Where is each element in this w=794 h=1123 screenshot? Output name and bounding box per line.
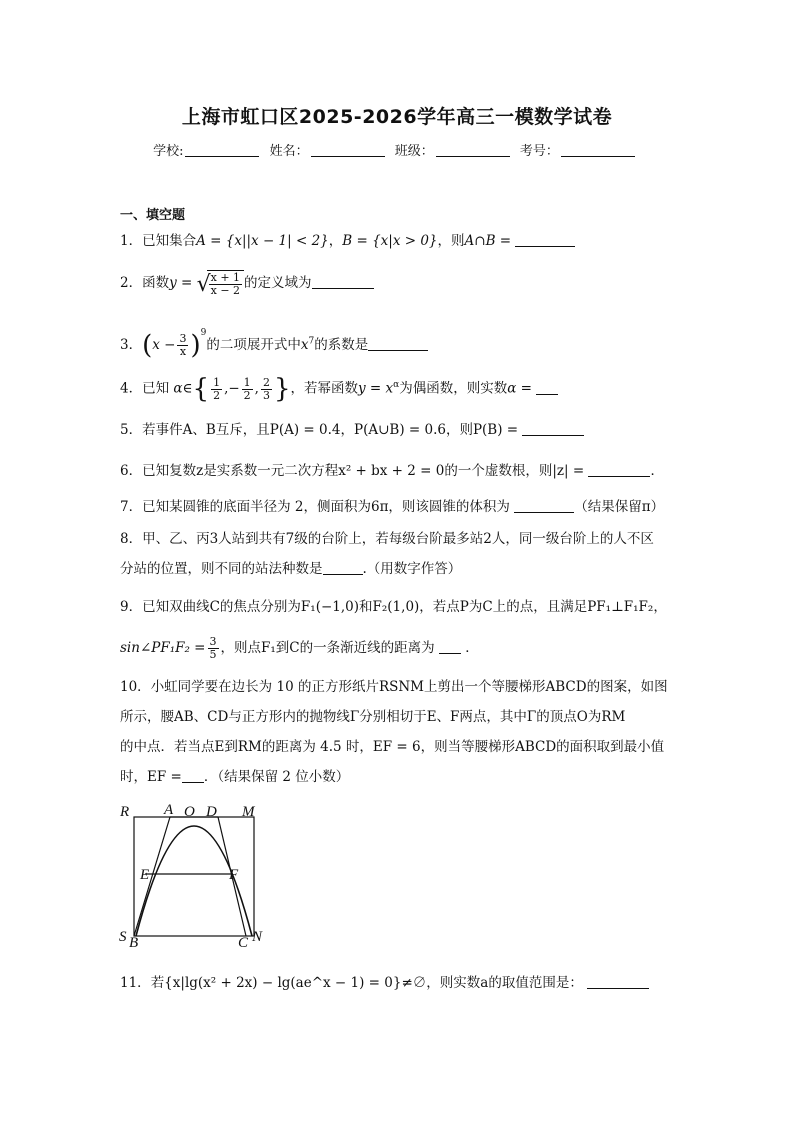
question-end: .（用数字作答） <box>362 561 462 577</box>
question-8 <box>120 528 654 550</box>
question-text: 的二项展开式中 <box>206 337 301 353</box>
right-brace: } <box>273 374 291 404</box>
section-title: 一、填空题 <box>120 208 186 223</box>
left-brace: { <box>192 374 210 404</box>
question-number: 8． <box>120 531 143 547</box>
fraction-numerator: 3 <box>209 635 217 648</box>
exponent: 7 <box>308 336 315 347</box>
fraction-numerator: 3 <box>179 332 187 345</box>
question-2 <box>120 270 374 297</box>
question-number: 1． <box>120 233 143 249</box>
question-text: 分站的位置，则不同的站法种数是 <box>120 561 323 577</box>
question-1 <box>120 230 575 252</box>
fraction-denominator: 2 <box>213 388 221 402</box>
question-7 <box>120 496 664 518</box>
question-text: 已知集合 <box>142 233 197 249</box>
variable: x <box>300 337 309 353</box>
trapezoid-parabola-figure <box>118 800 268 950</box>
question-10-line-2 <box>120 706 625 728</box>
name-blank[interactable] <box>311 144 385 157</box>
label-d: D <box>206 804 217 820</box>
question-text: ，则点F₁到C的一条渐近线的距离为 <box>220 640 435 656</box>
set-b-expr: B = {x|x > 0} <box>342 233 438 249</box>
question-number: 3． <box>120 337 143 353</box>
label-o: O <box>184 804 195 820</box>
question-end: ． <box>650 463 664 479</box>
answer-expr: A∩B = <box>464 233 512 249</box>
sine-expr: sin∠PF₁F₂ = <box>120 640 206 656</box>
question-number: 9． <box>120 599 143 615</box>
question-11 <box>120 972 649 994</box>
question-text: 若{x|lg(x² + 2x) − lg(ae^x − 1) = 0}≠∅，则实数a的取值范围是： <box>150 975 583 991</box>
question-number: 10． <box>120 679 151 695</box>
question-number: 4． <box>120 380 143 397</box>
label-m: M <box>242 804 255 820</box>
fraction-denominator: 2 <box>243 388 251 402</box>
fraction-denominator: x − 2 <box>210 284 241 297</box>
set-a-expr: A = {x||x − 1| < 2} <box>196 233 329 249</box>
question-text: 小虹同学要在边长为 10 的正方形纸片RSNM上剪出一个等腰梯形ABCD的图案，如图 <box>150 679 668 695</box>
question-number: 7． <box>120 499 143 515</box>
question-number: 2． <box>120 275 143 291</box>
answer-blank[interactable] <box>515 234 575 247</box>
question-text: 时，EF = <box>120 769 182 785</box>
answer-blank[interactable] <box>522 423 584 436</box>
left-paren: ( <box>142 330 153 361</box>
answer-expr: α = <box>507 380 532 397</box>
right-paren: ) <box>190 330 201 361</box>
school-blank[interactable] <box>185 144 259 157</box>
question-text: 函数 <box>142 275 170 291</box>
question-text: ．（结果保留 2 位小数） <box>203 769 350 785</box>
radical-sign: √ <box>196 272 211 297</box>
answer-blank[interactable] <box>587 976 649 989</box>
question-4: 4．已知 α∈{ $\frac{1}{2}$ ,− $\frac{1}{2}$ , $\frac{2}{3}$ }，若幂函数$y = x^\alpha$为偶函数，则实数α = <box>120 374 558 402</box>
question-text: 甲、乙、丙3人站到共有7级的台阶上，若每级台阶最多站2人，同一级台阶上的人不区 <box>142 531 654 547</box>
answer-blank[interactable] <box>588 464 650 477</box>
label-a: A <box>164 802 174 818</box>
question-number: 5． <box>120 422 143 438</box>
exponent: 9 <box>200 328 207 338</box>
fraction-numerator: 1 <box>243 375 251 389</box>
student-info-line <box>0 140 794 159</box>
separator: ,− <box>224 380 240 397</box>
function-expr: y = x <box>358 380 394 397</box>
label-e: E <box>140 867 150 883</box>
exam-no-blank[interactable] <box>561 144 635 157</box>
sqrt-expr <box>197 270 244 297</box>
question-text: 的定义域为 <box>244 275 312 291</box>
exponent: α <box>393 380 400 390</box>
question-text: 已知某圆锥的底面半径为 2，侧面积为6π，则该圆锥的体积为 <box>142 499 510 515</box>
label-n: N <box>252 929 263 945</box>
answer-blank[interactable] <box>312 276 374 289</box>
class-label: 班级： <box>394 144 434 159</box>
question-10-line-3 <box>120 736 664 758</box>
question-number: 6． <box>120 463 143 479</box>
fraction-denominator: 3 <box>262 388 270 402</box>
question-text: 若事件A、B互斥，且P(A) = 0.4，P(A∪B) = 0.6，则P(B) = <box>142 422 519 438</box>
name-label: 姓名： <box>269 144 309 159</box>
answer-blank[interactable] <box>439 641 461 654</box>
question-text: 已知双曲线C的焦点分别为F₁(−1,0)和F₂(1,0)，若点P为C上的点，且满足PF₁⊥F₁F₂， <box>142 599 667 615</box>
fraction-numerator: 2 <box>262 375 270 389</box>
answer-blank[interactable] <box>323 562 363 575</box>
school-label: 学校: <box>153 144 184 159</box>
question-8-line-2 <box>120 558 461 580</box>
label-f: F <box>229 867 239 883</box>
page-title: 上海市虹口区2025-2026学年高三一模数学试卷 <box>181 106 613 128</box>
question-text: 所示，腰AB、CD与正方形内的抛物线Γ分别相切于E、F两点，其中Γ的顶点O为RM <box>120 709 626 725</box>
question-text: 已知 <box>142 380 170 397</box>
binomial-term: x − <box>152 337 176 353</box>
question-5 <box>120 419 584 441</box>
question-text: ，则 <box>437 233 465 249</box>
question-10-line-4 <box>120 766 349 788</box>
fraction-numerator: x + 1 <box>210 271 241 284</box>
answer-blank[interactable] <box>182 770 204 783</box>
question-text: ，若幂函数 <box>290 380 359 397</box>
question-number: 11． <box>120 975 151 991</box>
answer-blank[interactable] <box>368 338 428 351</box>
label-c: C <box>238 935 249 950</box>
label-b: B <box>129 935 139 950</box>
question-end: ． <box>465 640 479 656</box>
question-text: 的系数是 <box>314 337 369 353</box>
question-text: 的中点．若当点E到RM的距离为 4.5 时，EF = 6，则当等腰梯形ABCD的面积取到最小值 <box>120 739 665 755</box>
fraction-denominator: x <box>179 345 187 358</box>
function-expr: y = <box>169 275 193 291</box>
question-end: （结果保留π） <box>574 499 665 515</box>
class-blank[interactable] <box>436 144 510 157</box>
answer-blank[interactable] <box>536 382 558 395</box>
question-3 <box>120 322 428 359</box>
fraction-denominator: 5 <box>209 648 217 661</box>
question-text: 已知复数z是实系数一元二次方程x² + bx + 2 = 0的一个虚数根，则|z| = <box>142 463 585 479</box>
separator: ， <box>328 233 343 249</box>
question-9 <box>120 596 667 618</box>
question-6 <box>120 460 664 482</box>
alpha-member: α∈ <box>173 380 193 397</box>
fraction-numerator: 1 <box>213 375 221 389</box>
exam-no-label: 考号： <box>519 144 559 159</box>
question-9-line-2 <box>120 636 479 661</box>
question-10 <box>120 676 668 698</box>
label-s: S <box>119 929 127 945</box>
label-r: R <box>120 804 130 820</box>
question-text: 为偶函数，则实数 <box>399 380 508 397</box>
answer-blank[interactable] <box>514 500 574 513</box>
